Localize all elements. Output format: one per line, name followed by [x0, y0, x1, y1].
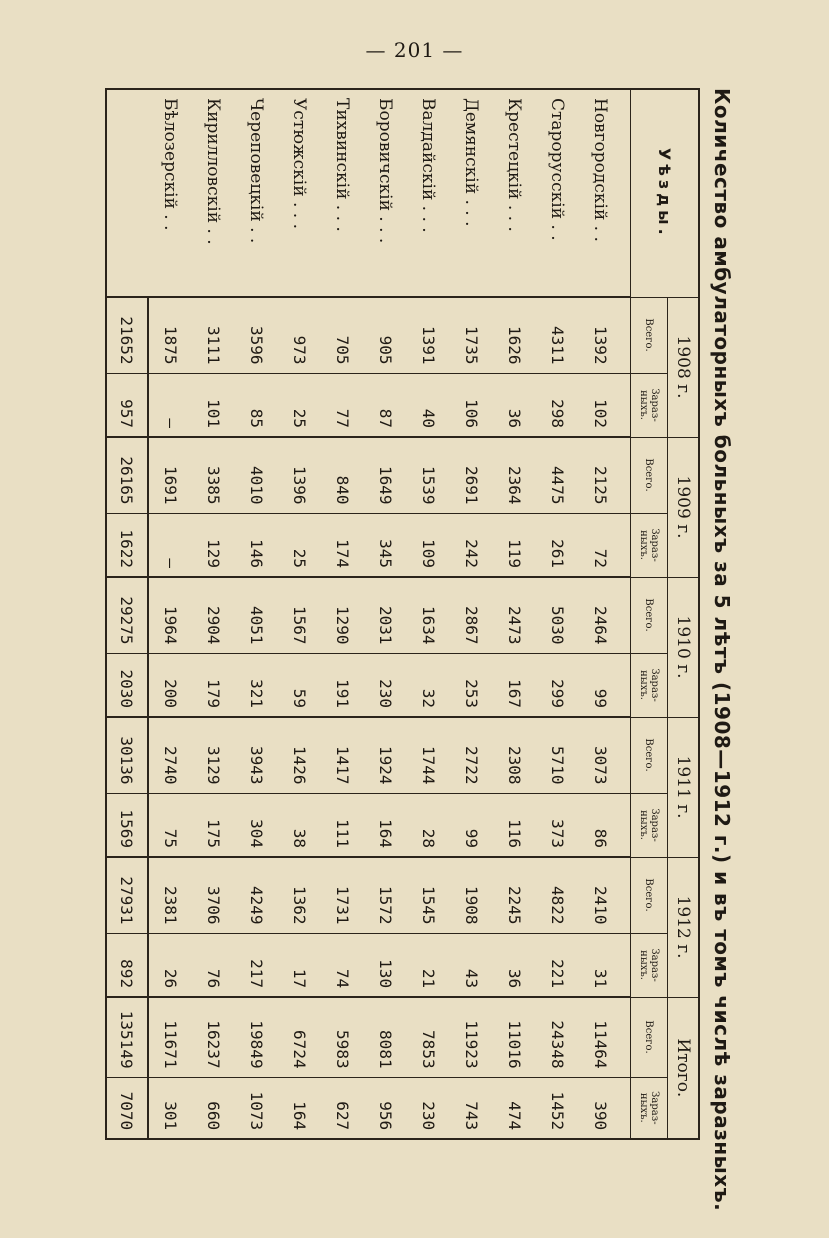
uezd-name: Бѣлозерскій . . [148, 89, 192, 297]
total-cell: 7853 [407, 997, 450, 1077]
table-row [364, 89, 407, 1139]
infectious-cell: 373 [536, 793, 579, 857]
infectious-cell: 76 [192, 933, 235, 997]
infectious-cell: 230 [407, 1077, 450, 1139]
total-cell: 3073 [579, 717, 631, 793]
infectious-cell: 230 [364, 653, 407, 717]
infectious-cell: 59 [278, 653, 321, 717]
total-cell: 4311 [536, 297, 579, 373]
total-cell: 16237 [192, 997, 235, 1077]
total-cell: 2740 [148, 717, 192, 793]
infectious-cell: 17 [278, 933, 321, 997]
total-cell: 1426 [278, 717, 321, 793]
infectious-cell: 38 [278, 793, 321, 857]
uezd-name: Череповецкій . . [235, 89, 278, 297]
infectious-cell: 21 [407, 933, 450, 997]
page-number: — 201 — [365, 38, 464, 62]
infectious-cell: 31 [579, 933, 631, 997]
infectious-cell: 130 [364, 933, 407, 997]
uezd-header: Уѣзды. [631, 89, 700, 297]
infectious-cell: 116 [493, 793, 536, 857]
total-cell: 1539 [407, 437, 450, 513]
table-row [235, 89, 278, 1139]
uezd-name: Валдайскій . . . [407, 89, 450, 297]
infectious-cell: 129 [192, 513, 235, 577]
infectious-cell: 200 [148, 653, 192, 717]
total-cell: 2125 [579, 437, 631, 513]
infectious-cell: 25 [278, 373, 321, 437]
total-cell: 1924 [364, 717, 407, 793]
totals-cell: 26165 [106, 437, 148, 513]
uezd-name: Старорусскій . . [536, 89, 579, 297]
total-cell: 6724 [278, 997, 321, 1077]
total-cell: 1875 [148, 297, 192, 373]
infectious-cell: 119 [493, 513, 536, 577]
subheader-total: Всего. [631, 437, 668, 513]
totals-cell: 30136 [106, 717, 148, 793]
subheader-total: Всего. [631, 997, 668, 1077]
table-row [493, 89, 536, 1139]
total-cell: 4475 [536, 437, 579, 513]
total-cell: 1567 [278, 577, 321, 653]
table-row [192, 89, 235, 1139]
infectious-cell: 298 [536, 373, 579, 437]
infectious-cell: 25 [278, 513, 321, 577]
total-cell: 5983 [321, 997, 364, 1077]
total-header: Итого. [668, 997, 700, 1139]
total-cell: 4249 [235, 857, 278, 933]
total-cell: 1626 [493, 297, 536, 373]
subheader-infectious: Зараз-ныхъ. [631, 933, 668, 997]
infectious-cell: 85 [235, 373, 278, 437]
total-cell: 2904 [192, 577, 235, 653]
infectious-cell: 956 [364, 1077, 407, 1139]
year-header: 1910 г. [668, 577, 700, 717]
total-cell: 2308 [493, 717, 536, 793]
total-cell: 2722 [450, 717, 493, 793]
infectious-cell: 345 [364, 513, 407, 577]
total-cell: 905 [364, 297, 407, 373]
totals-cell: 2030 [106, 653, 148, 717]
total-cell: 1691 [148, 437, 192, 513]
total-cell: 5710 [536, 717, 579, 793]
subheader-infectious: Зараз-ныхъ. [631, 373, 668, 437]
infectious-cell: 304 [235, 793, 278, 857]
total-cell: 2410 [579, 857, 631, 933]
infectious-cell: — [148, 513, 192, 577]
total-cell: 1908 [450, 857, 493, 933]
table-row [450, 89, 493, 1139]
total-cell: 5030 [536, 577, 579, 653]
infectious-cell: 106 [450, 373, 493, 437]
total-cell: 8081 [364, 997, 407, 1077]
infectious-cell: 32 [407, 653, 450, 717]
total-cell: 1731 [321, 857, 364, 933]
infectious-cell: 179 [192, 653, 235, 717]
infectious-cell: 111 [321, 793, 364, 857]
total-cell: 705 [321, 297, 364, 373]
infectious-cell: 167 [493, 653, 536, 717]
infectious-cell: 101 [192, 373, 235, 437]
infectious-cell: 99 [579, 653, 631, 717]
subheader-infectious: Зараз-ныхъ. [631, 653, 668, 717]
total-cell: 2031 [364, 577, 407, 653]
total-cell: 3706 [192, 857, 235, 933]
table-title: Количество амбулаторныхъ больныхъ за 5 лѣтъ (1908—1912 г.) и въ томъ числѣ заразныхъ. [710, 88, 734, 1212]
total-cell: 1744 [407, 717, 450, 793]
infectious-cell: 109 [407, 513, 450, 577]
total-cell: 1572 [364, 857, 407, 933]
infectious-cell: 627 [321, 1077, 364, 1139]
year-header: 1908 г. [668, 297, 700, 437]
totals-cell: 21652 [106, 297, 148, 373]
infectious-cell: 242 [450, 513, 493, 577]
infectious-cell: 26 [148, 933, 192, 997]
total-cell: 3596 [235, 297, 278, 373]
totals-cell: 892 [106, 933, 148, 997]
total-cell: 2245 [493, 857, 536, 933]
total-cell: 840 [321, 437, 364, 513]
total-cell: 4051 [235, 577, 278, 653]
totals-cell: 29275 [106, 577, 148, 653]
totals-cell: 1622 [106, 513, 148, 577]
infectious-cell: 75 [148, 793, 192, 857]
infectious-cell: 217 [235, 933, 278, 997]
year-header: 1911 г. [668, 717, 700, 857]
infectious-cell: 321 [235, 653, 278, 717]
infectious-cell: 28 [407, 793, 450, 857]
total-cell: 1290 [321, 577, 364, 653]
infectious-cell: 299 [536, 653, 579, 717]
subheader-infectious: Зараз-ныхъ. [631, 513, 668, 577]
year-header: 1912 г. [668, 857, 700, 997]
total-cell: 1964 [148, 577, 192, 653]
infectious-cell: 36 [493, 373, 536, 437]
infectious-cell: 164 [364, 793, 407, 857]
infectious-cell: 1073 [235, 1077, 278, 1139]
uezd-name: Демянскій . . . [450, 89, 493, 297]
total-cell: 2691 [450, 437, 493, 513]
infectious-cell: 86 [579, 793, 631, 857]
infectious-cell: 221 [536, 933, 579, 997]
subheader-infectious: Зараз-ныхъ. [631, 1077, 668, 1139]
total-cell: 4822 [536, 857, 579, 933]
subheader-total: Всего. [631, 297, 668, 373]
total-cell: 11671 [148, 997, 192, 1077]
infectious-cell: 164 [278, 1077, 321, 1139]
total-cell: 2364 [493, 437, 536, 513]
totals-label-cell [106, 89, 148, 297]
infectious-cell: 474 [493, 1077, 536, 1139]
infectious-cell: 87 [364, 373, 407, 437]
total-cell: 1735 [450, 297, 493, 373]
table-body [106, 89, 631, 1139]
table-row [536, 89, 579, 1139]
total-cell: 11923 [450, 997, 493, 1077]
totals-cell: 957 [106, 373, 148, 437]
total-cell: 3385 [192, 437, 235, 513]
total-cell: 3111 [192, 297, 235, 373]
infectious-cell: 261 [536, 513, 579, 577]
total-cell: 1362 [278, 857, 321, 933]
infectious-cell: 743 [450, 1077, 493, 1139]
table-row [579, 89, 631, 1139]
subheader-infectious: Зараз-ныхъ. [631, 793, 668, 857]
infectious-cell: 36 [493, 933, 536, 997]
total-cell: 11464 [579, 997, 631, 1077]
infectious-cell: 99 [450, 793, 493, 857]
total-cell: 1634 [407, 577, 450, 653]
total-cell: 1392 [579, 297, 631, 373]
infectious-cell: 253 [450, 653, 493, 717]
uezd-name: Крестецкій . . . [493, 89, 536, 297]
infectious-cell: 102 [579, 373, 631, 437]
infectious-cell: 77 [321, 373, 364, 437]
uezd-name: Устюжскій . . . [278, 89, 321, 297]
infectious-cell: 146 [235, 513, 278, 577]
infectious-cell: 74 [321, 933, 364, 997]
rotated-page-content [30, 88, 742, 1212]
total-cell: 3943 [235, 717, 278, 793]
infectious-cell: 191 [321, 653, 364, 717]
total-cell: 2381 [148, 857, 192, 933]
year-header: 1909 г. [668, 437, 700, 577]
subheader-total: Всего. [631, 577, 668, 653]
infectious-cell: 40 [407, 373, 450, 437]
infectious-cell: 390 [579, 1077, 631, 1139]
total-cell: 4010 [235, 437, 278, 513]
total-cell: 19849 [235, 997, 278, 1077]
total-cell: 2473 [493, 577, 536, 653]
total-cell: 1417 [321, 717, 364, 793]
infectious-cell: 174 [321, 513, 364, 577]
table-row [278, 89, 321, 1139]
total-cell: 24348 [536, 997, 579, 1077]
total-cell: 1396 [278, 437, 321, 513]
totals-cell: 135149 [106, 997, 148, 1077]
total-cell: 1649 [364, 437, 407, 513]
totals-row [106, 89, 148, 1139]
uezd-name: Тихвинскій . . . [321, 89, 364, 297]
infectious-cell: 301 [148, 1077, 192, 1139]
totals-cell: 7070 [106, 1077, 148, 1139]
total-cell: 2464 [579, 577, 631, 653]
subheader-total: Всего. [631, 857, 668, 933]
uezd-name: Новгородскій . . [579, 89, 631, 297]
uezd-name: Кирилловскій . . [192, 89, 235, 297]
infectious-cell: 175 [192, 793, 235, 857]
totals-cell: 1569 [106, 793, 148, 857]
infectious-cell: — [148, 373, 192, 437]
infectious-cell: 43 [450, 933, 493, 997]
table-row [407, 89, 450, 1139]
infectious-cell: 660 [192, 1077, 235, 1139]
total-cell: 1391 [407, 297, 450, 373]
infectious-cell: 1452 [536, 1077, 579, 1139]
total-cell: 1545 [407, 857, 450, 933]
ambulatory-patients-table [105, 88, 700, 1140]
table-row [148, 89, 192, 1139]
total-cell: 2867 [450, 577, 493, 653]
infectious-cell: 72 [579, 513, 631, 577]
subheader-total: Всего. [631, 717, 668, 793]
table-row [321, 89, 364, 1139]
total-cell: 11016 [493, 997, 536, 1077]
totals-cell: 27931 [106, 857, 148, 933]
total-cell: 973 [278, 297, 321, 373]
uezd-name: Боровичскій . . . [364, 89, 407, 297]
total-cell: 3129 [192, 717, 235, 793]
